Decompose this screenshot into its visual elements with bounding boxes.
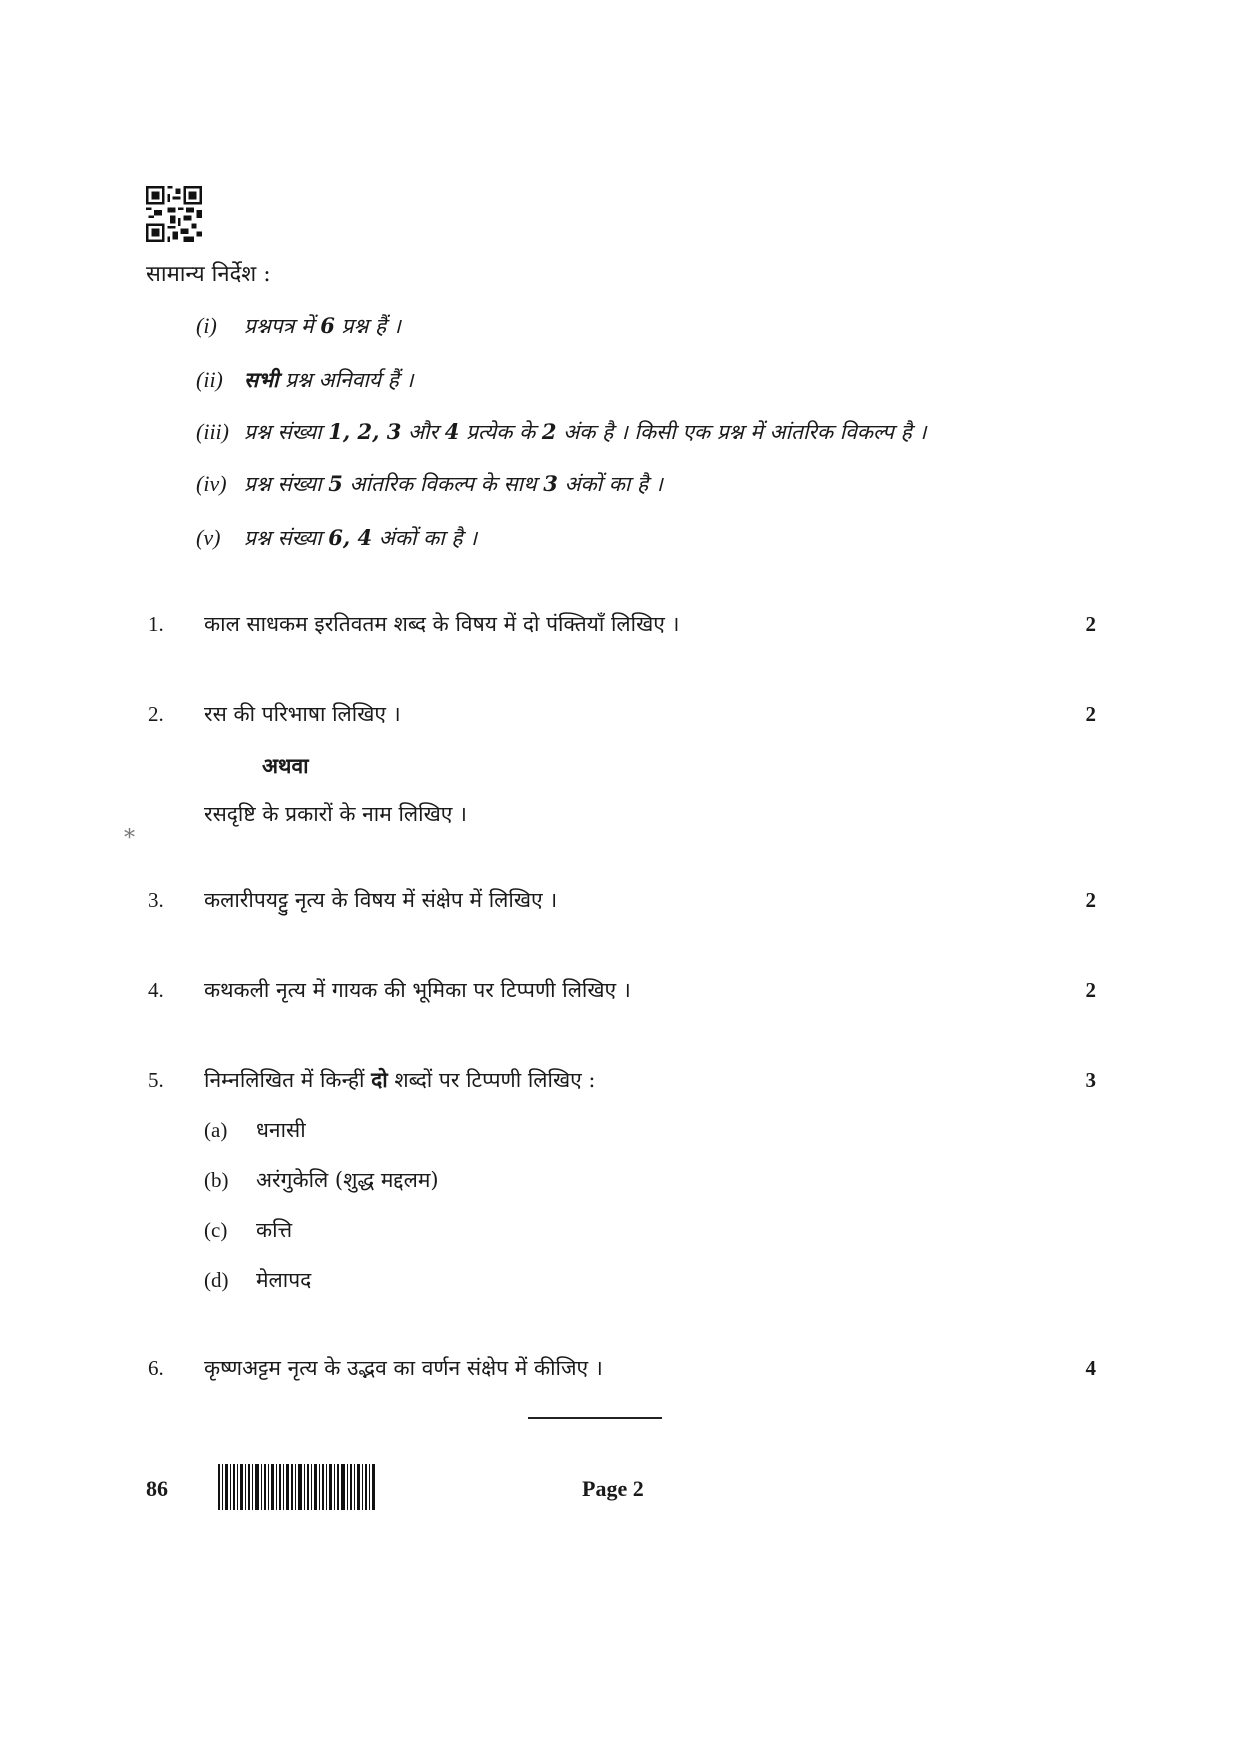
question-emphasis: दो (371, 1067, 388, 1092)
instruction-text: और (401, 420, 445, 444)
instruction-item (196, 418, 926, 446)
or-label: अथवा (262, 753, 309, 778)
question-marks: 2 (1085, 702, 1096, 726)
option-label: (b) (204, 1168, 229, 1192)
instruction-emphasis: 1, 2, 3 (328, 419, 402, 444)
option-item (204, 1266, 311, 1294)
instruction-text: अंकों का है । (557, 472, 663, 496)
question-text: कथकली नृत्य में गायक की भूमिका पर टिप्पणी लिखिए । (204, 978, 631, 1002)
option-text: कत्ति (256, 1218, 293, 1242)
instruction-number: (i) (196, 313, 217, 338)
instruction-text: प्रश्नपत्र में (244, 314, 321, 338)
question-number: 4. (148, 978, 164, 1002)
question-number: 6. (148, 1356, 164, 1380)
paper-code: 86 (146, 1476, 168, 1501)
option-label: (a) (204, 1118, 228, 1142)
option-text: धनासी (256, 1118, 306, 1142)
question-text: रस की परिभाषा लिखिए । (204, 702, 401, 726)
question-number: 5. (148, 1068, 164, 1092)
option-text: अरंगुकेलि (शुद्ध मद्दलम) (256, 1168, 439, 1192)
option-text: मेलापद (256, 1268, 312, 1292)
question-text (204, 1066, 595, 1094)
general-instructions-heading: सामान्य निर्देश : (146, 262, 271, 287)
instruction-item (196, 366, 413, 394)
question-marks: 2 (1085, 612, 1096, 636)
instruction-item (196, 524, 477, 552)
option-label: (d) (204, 1268, 229, 1292)
instruction-text: प्रत्येक के (459, 420, 542, 444)
instruction-emphasis: 6 (320, 313, 335, 338)
instruction-emphasis: 3 (543, 471, 558, 496)
question-text: काल साधकम इरतिवतम शब्द के विषय में दो पंक्तियाँ लिखिए । (204, 612, 680, 636)
instruction-emphasis: 5 (328, 471, 343, 496)
instruction-text: प्रश्न हैं । (334, 314, 401, 338)
end-rule (528, 1417, 662, 1419)
qr-code-icon (146, 186, 202, 242)
instruction-text: प्रश्न संख्या (244, 472, 329, 496)
instruction-text: आंतरिक विकल्प के साथ (342, 472, 544, 496)
instruction-item (196, 312, 401, 340)
question-text: कृष्णअट्टम नृत्य के उद्भव का वर्णन संक्षेप में कीजिए । (204, 1356, 603, 1380)
instruction-text: प्रश्न संख्या (244, 420, 329, 444)
page-number: Page 2 (582, 1476, 644, 1501)
question-number: 2. (148, 702, 164, 726)
instruction-number: (v) (196, 525, 221, 550)
instruction-text: अंकों का है । (372, 526, 478, 550)
instruction-number: (iv) (196, 471, 227, 496)
asterisk-mark: * (124, 826, 135, 851)
instruction-text: प्रश्न संख्या (244, 526, 329, 550)
instruction-emphasis: 6, 4 (328, 525, 373, 550)
question-text-part: शब्दों पर टिप्पणी लिखिए : (387, 1068, 596, 1092)
instruction-emphasis: 4 (444, 419, 460, 444)
option-item (204, 1116, 306, 1144)
question-marks: 2 (1085, 888, 1096, 912)
barcode-icon (218, 1464, 376, 1510)
option-item (204, 1216, 292, 1244)
question-marks: 4 (1085, 1356, 1096, 1380)
option-label: (c) (204, 1218, 228, 1242)
instruction-number: (iii) (196, 419, 229, 444)
question-marks: 3 (1085, 1068, 1096, 1092)
option-item (204, 1166, 439, 1194)
question-marks: 2 (1085, 978, 1096, 1002)
instruction-number: (ii) (196, 367, 223, 392)
question-number: 1. (148, 612, 164, 636)
instruction-emphasis: सभी (244, 367, 279, 392)
instruction-text: अंक है । किसी एक प्रश्न में आंतरिक विकल्प है । (556, 420, 927, 444)
instruction-text: प्रश्न अनिवार्य हैं । (278, 368, 414, 392)
question-number: 3. (148, 888, 164, 912)
alternative-question-text: रसदृष्टि के प्रकारों के नाम लिखिए । (204, 802, 468, 826)
question-text-part: निम्नलिखित में किन्हीं (204, 1068, 372, 1092)
instruction-emphasis: 2 (541, 419, 557, 444)
instruction-item (196, 470, 663, 498)
question-text: कलारीपयट्टु नृत्य के विषय में संक्षेप में लिखिए । (204, 888, 558, 912)
